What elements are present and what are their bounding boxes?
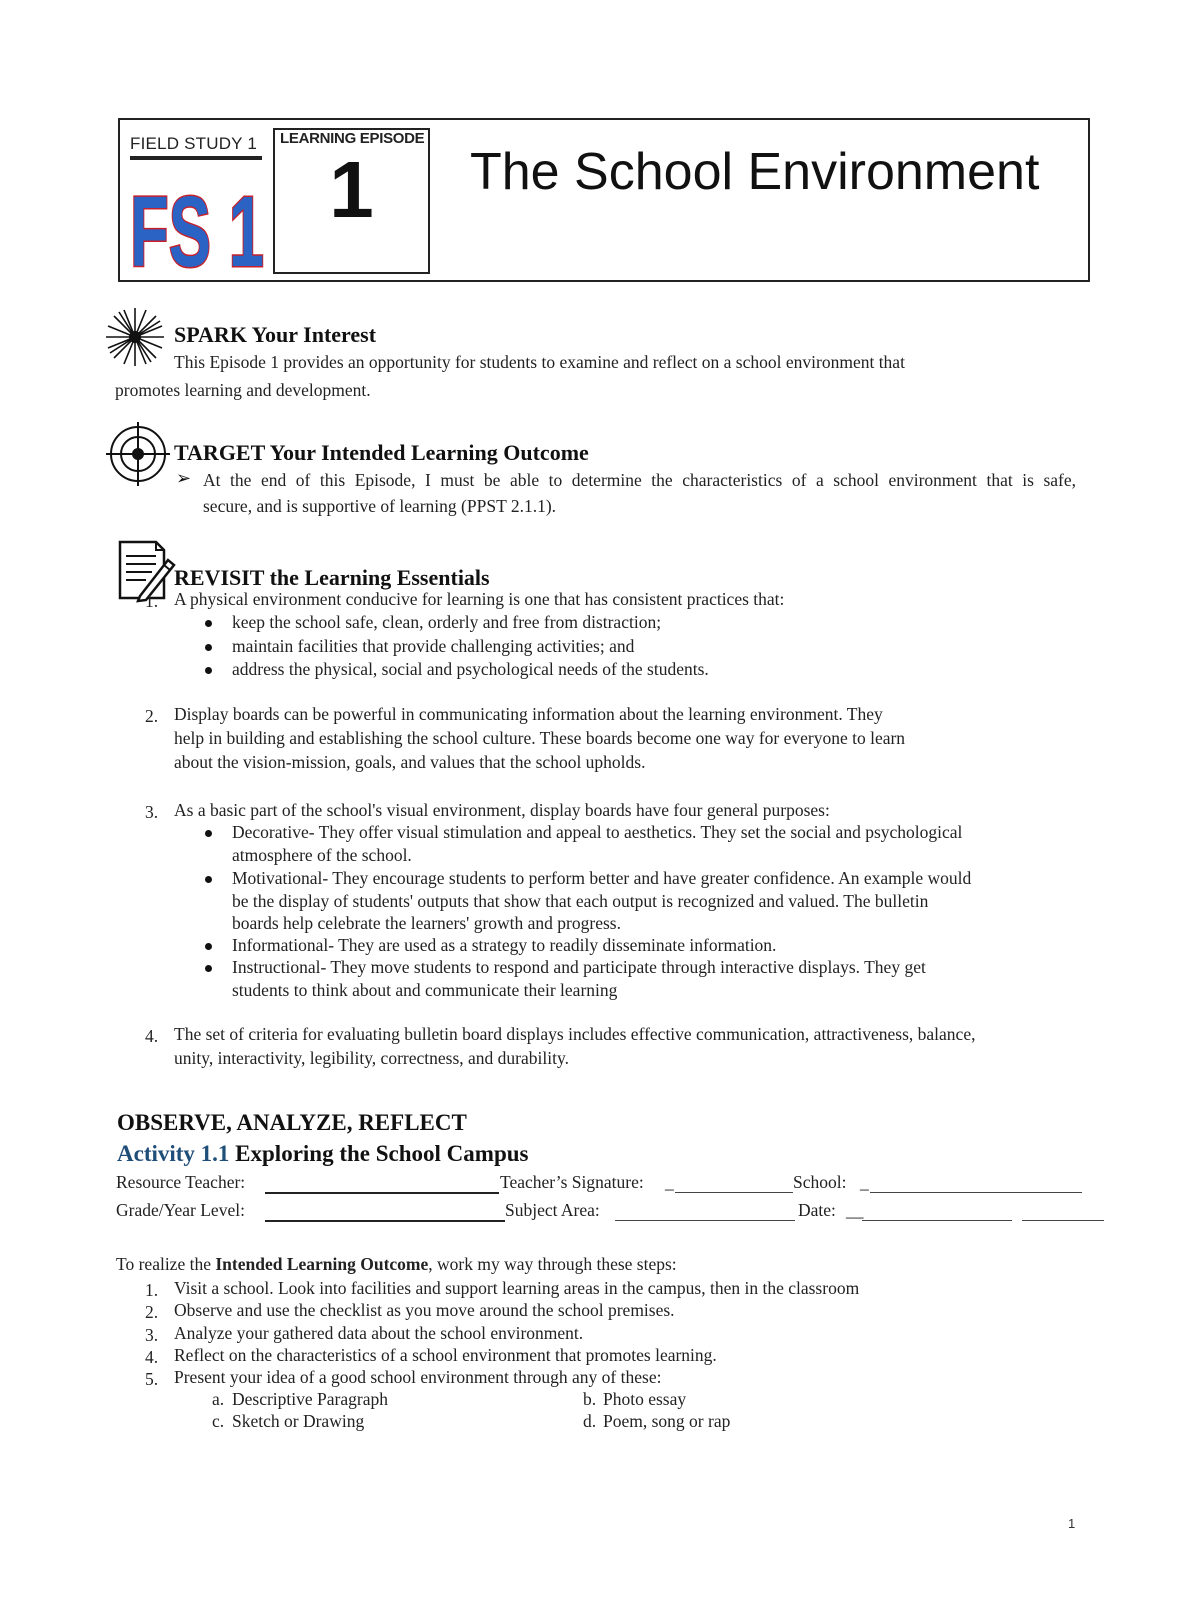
revisit-item-2-line: Display boards can be powerful in communicating information about the learning environment. They xyxy=(174,704,883,724)
purpose-informational-line: Informational- They are used as a strategy to readily disseminate information. xyxy=(232,935,777,955)
date-field[interactable] xyxy=(862,1220,1012,1221)
revisit-item-4-line: The set of criteria for evaluating bulletin board displays includes effective communication, attractiveness, balance, xyxy=(174,1024,976,1044)
subject-area-field[interactable] xyxy=(615,1220,795,1221)
option-letter: c. xyxy=(212,1411,225,1431)
step-number: 5. xyxy=(145,1369,159,1389)
field-study-label: FIELD STUDY 1 xyxy=(130,134,257,153)
observe-heading: OBSERVE, ANALYZE, REFLECT xyxy=(117,1110,467,1135)
purpose-decorative-line: atmosphere of the school. xyxy=(232,845,412,865)
teacher-signature-label: Teacher’s Signature: xyxy=(500,1172,644,1192)
revisit-item-4-number: 4. xyxy=(145,1026,159,1046)
step-text: Present your idea of a good school environment through any of these: xyxy=(174,1367,662,1387)
page-title: The School Environment xyxy=(470,143,1040,201)
step-number: 3. xyxy=(145,1325,159,1345)
school-label: School: xyxy=(793,1172,847,1192)
steps-intro-end: , work my way through these steps: xyxy=(428,1254,677,1274)
bullet-dot-icon xyxy=(205,943,212,950)
activity-number: Activity 1.1 xyxy=(117,1141,230,1166)
option-letter: b. xyxy=(583,1389,597,1409)
spark-text-line-2: promotes learning and development. xyxy=(115,380,371,400)
revisit-item-2-line: about the vision-mission, goals, and values that the school upholds. xyxy=(174,752,646,772)
underscore-text: _ xyxy=(860,1172,869,1192)
revisit-item-1-text: A physical environment conducive for learning is one that has consistent practices that: xyxy=(174,589,785,609)
revisit-heading: REVISIT the Learning Essentials xyxy=(174,565,490,590)
episode-label: LEARNING EPISODE xyxy=(280,130,425,147)
bullet-dot-icon xyxy=(205,620,212,627)
step-text: Reflect on the characteristics of a school environment that promotes learning. xyxy=(174,1345,717,1365)
option-text: Sketch or Drawing xyxy=(232,1411,365,1431)
grade-level-label: Grade/Year Level: xyxy=(116,1200,245,1220)
revisit-item-1-bullet: maintain facilities that provide challenging activities; and xyxy=(232,636,635,656)
revisit-item-1-bullet: address the physical, social and psychological needs of the students. xyxy=(232,659,709,679)
teacher-signature-field[interactable] xyxy=(675,1192,793,1193)
purpose-instructional-line: Instructional- They move students to respond and participate through interactive displays. They get xyxy=(232,957,926,977)
option-text: Photo essay xyxy=(603,1389,687,1409)
option-letter: d. xyxy=(583,1411,597,1431)
bullet-dot-icon xyxy=(205,876,212,883)
bullet-dot-icon xyxy=(205,965,212,972)
step-text: Analyze your gathered data about the school environment. xyxy=(174,1323,584,1343)
activity-heading xyxy=(117,1141,528,1167)
date-label: Date: xyxy=(798,1200,836,1220)
revisit-item-1-bullet: keep the school safe, clean, orderly and free from distraction; xyxy=(232,612,662,632)
bullet-dot-icon xyxy=(205,667,212,674)
school-field[interactable] xyxy=(870,1192,1082,1193)
spark-burst-icon xyxy=(104,306,166,368)
spark-heading: SPARK Your Interest xyxy=(174,322,377,347)
revisit-item-1-number: 1. xyxy=(145,591,159,611)
purpose-motivational-line: boards help celebrate the learners' growth and progress. xyxy=(232,913,621,933)
revisit-item-4-line: unity, interactivity, legibility, correctness, and durability. xyxy=(174,1048,569,1068)
field-study-rule xyxy=(130,156,262,160)
bullet-dot-icon xyxy=(205,644,212,651)
steps-intro-start: To realize the xyxy=(116,1254,216,1274)
option-text: Poem, song or rap xyxy=(603,1411,731,1431)
underscore-text: __ xyxy=(846,1200,864,1220)
target-icon xyxy=(104,420,172,488)
target-heading: TARGET Your Intended Learning Outcome xyxy=(174,440,589,465)
date-field-extra[interactable] xyxy=(1022,1220,1104,1221)
target-bullet-line-1: At the end of this Episode, I must be able to determine the characteristics of a school environment that is safe, xyxy=(203,470,1076,490)
fs1-logo xyxy=(128,166,266,288)
steps-intro-bold: Intended Learning Outcome xyxy=(215,1254,429,1274)
step-text: Visit a school. Look into facilities and support learning areas in the campus, then in the classroom xyxy=(174,1278,860,1298)
episode-number: 1 xyxy=(329,145,374,234)
revisit-item-3-text: As a basic part of the school's visual environment, display boards have four general purposes: xyxy=(174,800,830,820)
svg-text:FS 1: FS 1 xyxy=(130,176,264,288)
revisit-item-2-number: 2. xyxy=(145,706,159,726)
steps-intro xyxy=(116,1256,677,1274)
subject-area-label: Subject Area: xyxy=(505,1200,600,1220)
page-number: 1 xyxy=(1068,1516,1076,1531)
purpose-motivational-line: be the display of students' outputs that show that each output is recognized and valued. The bulletin xyxy=(232,891,929,911)
option-text: Descriptive Paragraph xyxy=(232,1389,388,1409)
resource-teacher-field[interactable] xyxy=(265,1192,499,1194)
spark-text-line-1: This Episode 1 provides an opportunity for students to examine and reflect on a school environment that xyxy=(174,352,905,372)
arrow-bullet-icon: ➢ xyxy=(176,468,192,489)
step-number: 2. xyxy=(145,1302,159,1322)
step-number: 4. xyxy=(145,1347,159,1367)
option-letter: a. xyxy=(212,1389,225,1409)
revisit-item-3-number: 3. xyxy=(145,802,159,822)
activity-title: Exploring the School Campus xyxy=(235,1141,529,1166)
grade-level-field[interactable] xyxy=(265,1220,505,1222)
target-bullet-line-2: secure, and is supportive of learning (PPST 2.1.1). xyxy=(203,496,557,516)
purpose-motivational-line: Motivational- They encourage students to perform better and have greater confidence. An example would xyxy=(232,868,972,888)
purpose-decorative-line: Decorative- They offer visual stimulation and appeal to aesthetics. They set the social and psychological xyxy=(232,822,963,842)
revisit-item-2-line: help in building and establishing the school culture. These boards become one way for everyone to learn xyxy=(174,728,906,748)
resource-teacher-label: Resource Teacher: xyxy=(116,1172,246,1192)
step-number: 1. xyxy=(145,1280,159,1300)
step-text: Observe and use the checklist as you move around the school premises. xyxy=(174,1300,675,1320)
underscore-text: _ xyxy=(665,1172,674,1192)
purpose-instructional-line: students to think about and communicate their learning xyxy=(232,980,618,1000)
bullet-dot-icon xyxy=(205,830,212,837)
